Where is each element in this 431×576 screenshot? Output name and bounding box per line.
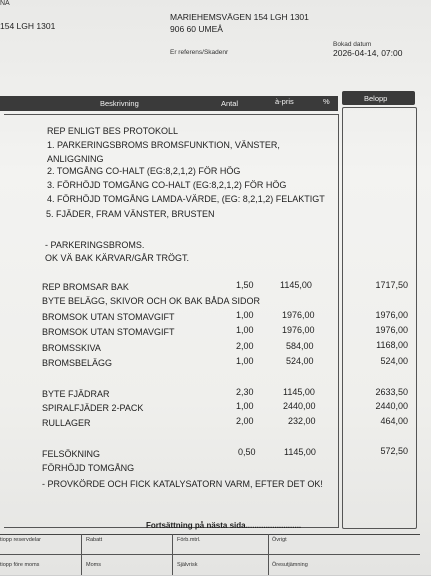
line-amount: 2633,50	[375, 387, 408, 397]
line-description: SPIRALFJÄDER 2-PACK	[42, 403, 144, 413]
line-description: BROMSOK UTAN STOMAVGIFT	[42, 327, 175, 337]
footer-divider	[0, 554, 420, 555]
line-quantity: 1,00	[236, 310, 254, 320]
reference-label: Er referens/Skadenr	[170, 49, 229, 56]
line-description: BROMSBELÄGG	[42, 358, 113, 368]
line-amount: 524,00	[380, 356, 408, 366]
footer-deductible-label: Självrisk	[177, 562, 198, 568]
footer-totals	[0, 534, 420, 576]
footer-parts-label: tiopp reservdelar	[0, 537, 41, 543]
header-percent: %	[323, 97, 330, 106]
customer-address-fragment: 154 LGH 1301	[0, 21, 56, 31]
line-unit-price: 1976,00	[282, 325, 315, 335]
line-unit-price: 2440,00	[283, 401, 316, 411]
line-description: BYTE FJÄDRAR	[42, 389, 110, 399]
line-amount: 572,50	[380, 446, 408, 456]
line-amount: 1717,50	[375, 280, 408, 290]
protocol-item: 4. FÖRHÖJD TOMGÅNG LAMDA-VÄRDE, (EG: 8,2,1,2) FELAKTIGT	[47, 194, 325, 204]
line-quantity: 0,50	[238, 447, 256, 457]
footer-discount-label: Rabatt	[86, 537, 103, 543]
line-unit-price: 524,00	[286, 356, 314, 366]
line-amount: 2440,00	[375, 401, 408, 411]
line-unit-price: 584,00	[286, 341, 314, 351]
protocol-item: 2. TOMGÅNG CO-HALT (EG:8,2,1,2) FÖR HÖG	[47, 166, 241, 176]
footer-rounding-label: Öresutjämning	[272, 562, 308, 568]
line-amount: 1976,00	[375, 310, 408, 320]
line-description: BROMSSKIVA	[42, 343, 101, 353]
protocol-item: 1. PARKERINGSBROMS BROMSFUNKTION, VÄNSTER,	[47, 140, 280, 150]
footer-divider	[268, 534, 269, 575]
line-description: REP BROMSAR BAK	[42, 282, 129, 292]
booked-date-label: Bokad datum	[333, 41, 372, 48]
line-quantity: 1,00	[236, 325, 254, 335]
protocol-note: - PARKERINGSBROMS.	[45, 240, 145, 250]
header-unit-price: à-pris	[275, 97, 294, 106]
line-unit-price: 232,00	[288, 416, 316, 426]
footer-divider	[81, 534, 82, 575]
line-quantity: 1,00	[236, 401, 254, 411]
line-unit-price: 1145,00	[280, 280, 312, 290]
line-quantity: 2,00	[236, 341, 254, 351]
header-amount: Belopp	[364, 94, 388, 103]
line-quantity: 1,00	[236, 356, 254, 366]
line-description: FELSÖKNING	[42, 449, 101, 459]
line-unit-price: 1976,00	[282, 310, 315, 320]
line-description: BYTE BELÄGG, SKIVOR OCH OK BAK BÅDA SIDOR	[42, 296, 261, 306]
line-unit-price: 1145,00	[284, 447, 316, 457]
footer-subtotal-label: tiopp före moms	[0, 562, 40, 568]
line-unit-price: 1145,00	[283, 387, 315, 397]
street-address: MARIEHEMSVÄGEN 154 LGH 1301	[170, 12, 309, 22]
top-fragment: NA	[0, 0, 10, 7]
continuation-text: Fortsättning på nästa sida.........................	[146, 521, 302, 530]
line-amount: 1976,00	[375, 325, 408, 335]
line-quantity: 2,30	[236, 387, 254, 397]
line-amount: 464,00	[380, 416, 408, 426]
footer-other-label: Övrigt	[272, 537, 287, 543]
trailing-note: FÖRHÖJD TOMGÅNG	[42, 463, 135, 473]
line-description: RULLAGER	[42, 418, 91, 428]
footer-vat-label: Moms	[86, 562, 101, 568]
protocol-title: REP ENLIGT BES PROTOKOLL	[47, 126, 179, 136]
protocol-note: OK VÄ BAK KÄRVAR/GÅR TRÖGT.	[45, 253, 190, 263]
header-quantity: Antal	[221, 99, 239, 108]
booked-date-value: 2026-04-14, 07:00	[333, 48, 403, 58]
footer-material-label: Förb.mtrl.	[177, 537, 201, 543]
protocol-item: 5. FJÄDER, FRAM VÄNSTER, BRUSTEN	[46, 209, 215, 219]
protocol-item: ANLIGGNING	[47, 154, 104, 164]
protocol-item: 3. FÖRHÖJD TOMGÅNG CO-HALT (EG:8,2,1,2) FÖR HÖG	[47, 180, 287, 190]
line-description: BROMSOK UTAN STOMAVGIFT	[42, 312, 175, 322]
header-description: Beskrivning	[100, 99, 139, 108]
trailing-note: - PROVKÖRDE OCH FICK KATALYSATORN VARM, EFTER DET OK!	[42, 479, 323, 489]
line-quantity: 1,50	[236, 280, 254, 290]
city-address: 906 60 UMEÅ	[170, 24, 223, 34]
line-quantity: 2,00	[236, 416, 254, 426]
footer-divider	[172, 534, 173, 575]
line-amount: 1168,00	[376, 340, 408, 350]
